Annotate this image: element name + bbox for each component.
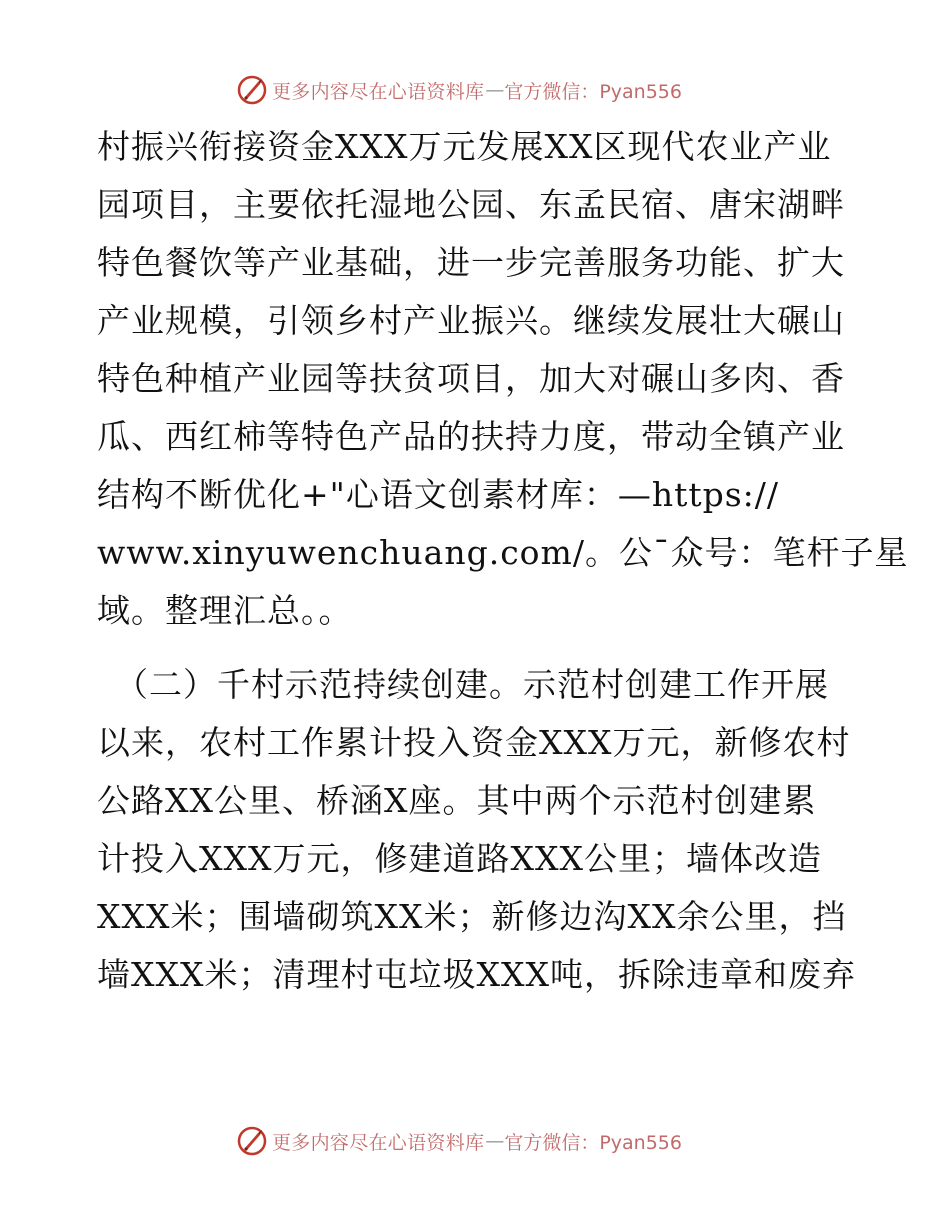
section-heading-line: （二）千村示范持续创建。示范村创建工作开展	[115, 665, 829, 704]
body-line: 产业规模，引领乡村产业振兴。继续发展壮大碾山	[97, 301, 845, 340]
header-wechat-label: 官方微信：Pyan556	[504, 80, 682, 103]
body-line: 公路XX公里、桥涵X座。其中两个示范村创建累	[97, 781, 817, 820]
footer-banner-text: 更多内容尽在心语资料库	[272, 1131, 485, 1154]
body-line: www.xinyuwenchuang.com/。公¯众号：笔杆子星	[97, 533, 909, 572]
footer-separator: —	[485, 1130, 505, 1152]
body-line: 村振兴衔接资金XXX万元发展XX区现代农业产业	[97, 127, 832, 166]
header-watermark	[236, 73, 682, 107]
body-line: 以来，农村工作累计投入资金XXX万元，新修农村	[97, 723, 851, 762]
header-banner-text: 更多内容尽在心语资料库	[272, 80, 485, 103]
body-line: 域。整理汇总。。	[97, 591, 353, 630]
footer-watermark	[236, 1124, 682, 1158]
body-line: 瓜、西红柿等特色产品的扶持力度，带动全镇产业	[97, 417, 845, 456]
quill-logo-icon	[236, 1125, 268, 1157]
quill-logo-icon	[236, 74, 268, 106]
footer-wechat-label: 官方微信：Pyan556	[504, 1131, 682, 1154]
body-line: XXX米；围墙砌筑XX米；新修边沟XX余公里，挡	[97, 897, 847, 936]
body-line: 计投入XXX万元，修建道路XXX公里；墙体改造	[97, 839, 822, 878]
header-separator: —	[485, 79, 505, 101]
body-line: 特色种植产业园等扶贫项目，加大对碾山多肉、香	[97, 359, 845, 398]
body-line: 墙XXX米；清理村屯垃圾XXX吨，拆除违章和废弃	[97, 955, 856, 994]
body-line: 结构不断优化+"心语文创素材库：—https://	[97, 475, 780, 514]
body-line: 园项目，主要依托湿地公园、东孟民宿、唐宋湖畔	[97, 185, 845, 224]
body-line: 特色餐饮等产业基础，进一步完善服务功能、扩大	[97, 243, 845, 282]
